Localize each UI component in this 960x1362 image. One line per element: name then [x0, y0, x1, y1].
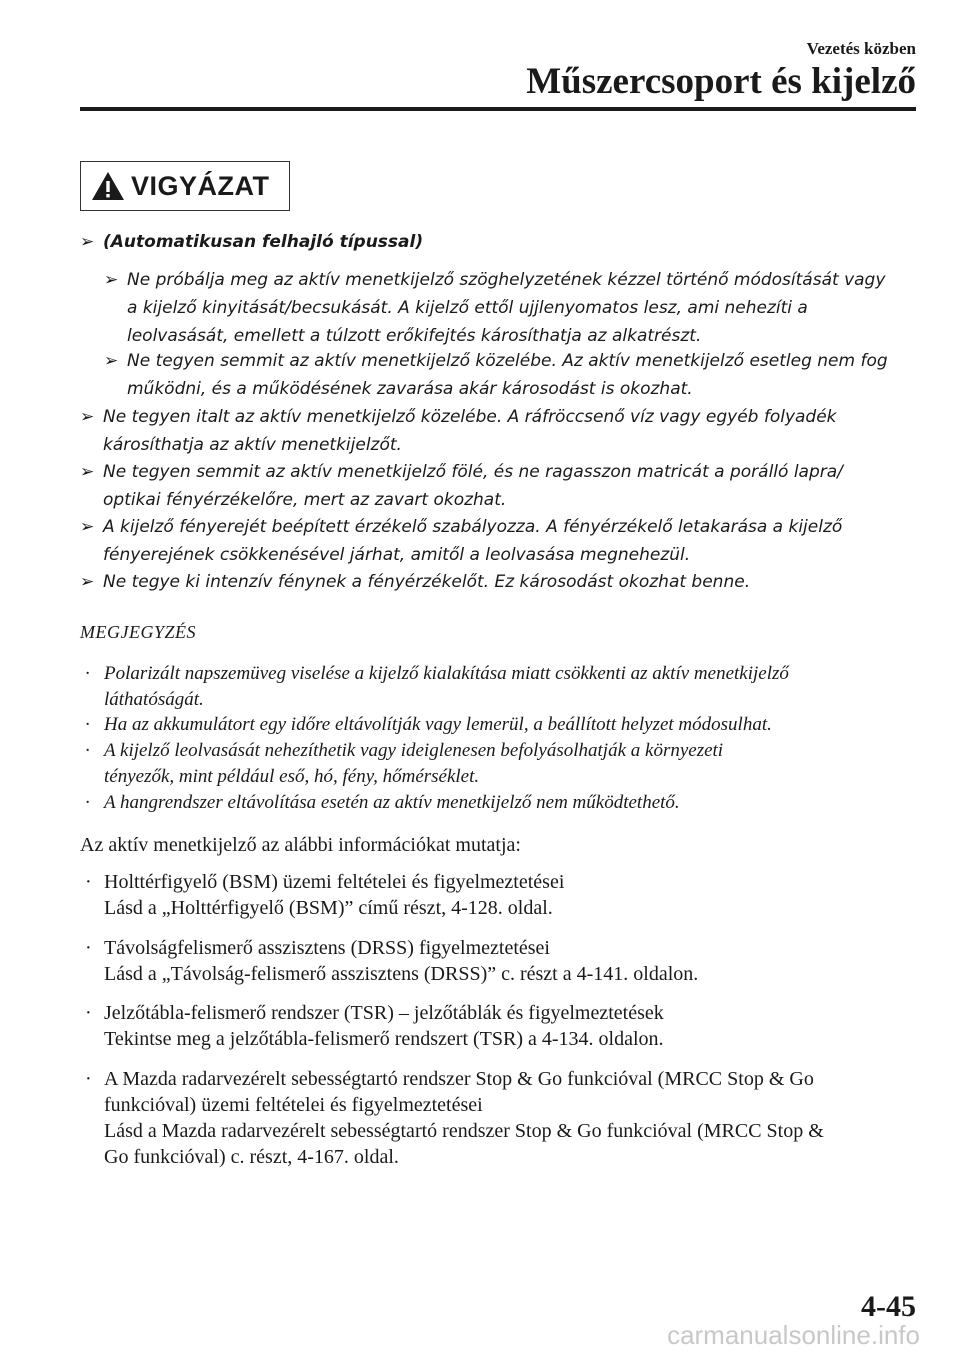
caution-sub-item: ➢ Ne próbálja meg az aktív menetkijelző szöghelyzetének kézzel történő módosítását vagy a kijelző kinyitását/becsukását. A kijelző ettől ujjlenyomatos lesz, ami nehezíti a leolvasását, emellett a túlzott erőkifejtés károsíthatja az alkatrészt.: [104, 266, 920, 350]
bullet-dot: ·: [85, 1002, 92, 1024]
note-item: · Ha az akkumulátort egy időre eltávolítják vagy lemerül, a beállított helyzet módosulhat.: [85, 712, 920, 738]
bullet-dot: ·: [85, 1068, 92, 1090]
page-title: Műszercsoport és kijelző: [526, 61, 916, 102]
note-item: · Polarizált napszemüveg viselése a kijelző kialakítása miatt csökkenti az aktív menetkijelző láthatóságát.: [85, 663, 789, 710]
info-item: · Távolságfelismerő asszisztens (DRSS) figyelmeztetései Lásd a „Távolság-felismerő asszisztens (DRSS)” c. részt a 4-141. oldalon.: [85, 937, 699, 985]
header-rule: [80, 107, 916, 111]
caution-item: ➢ A kijelző fényerejét beépített érzékelő szabályozza. A fényérzékelő letakarása a kijelző fényerejének csökkenésével járhat, amitől a leolvasása megnehezül.: [80, 513, 920, 569]
note-item: · A hangrendszer eltávolítása esetén az aktív menetkijelző nem működtethető.: [85, 790, 920, 816]
note-item: · A kijelző leolvasását nehezíthetik vagy ideiglenesen befolyásolhatják a környezeti tényezők, mint például eső, hó, fény, hőmérséklet.: [85, 740, 724, 787]
arrow-bullet: ➢: [80, 232, 95, 252]
bullet-dot: ·: [85, 740, 90, 761]
bullet-dot: ·: [85, 937, 92, 959]
caution-box: [80, 161, 290, 211]
caution-item: ➢ Ne tegyen italt az aktív menetkijelző közelébe. A ráfröccsenő víz vagy egyéb folyadék károsíthatja az aktív menetkijelzőt.: [80, 403, 920, 459]
arrow-bullet: ➢: [80, 462, 95, 482]
info-item: · A Mazda radarvezérelt sebességtartó rendszer Stop & Go funkcióval (MRCC Stop & Go funkcióval) üzemi feltételei és figyelmeztetései Lásd a Mazda radarvezérelt sebességtartó rendszer Stop & Go funkcióval (MRCC Stop & Go funkcióval) c. részt, 4-167. oldal.: [85, 1068, 824, 1168]
caution-item: ➢ Ne tegye ki intenzív fénynek a fényérzékelőt. Ez károsodást okozhat benne.: [80, 568, 920, 596]
info-item: · Jelzőtábla-felismerő rendszer (TSR) – jelzőtáblák és figyelmeztetések Tekintse meg a jelzőtábla-felismerő rendszert (TSR) a 4-134. oldalon.: [85, 1002, 664, 1050]
arrow-bullet: ➢: [80, 572, 95, 592]
info-item: · Holttérfigyelő (BSM) üzemi feltételei és figyelmeztetései Lásd a „Holttérfigyelő (BSM)” című részt, 4-128. oldal.: [85, 871, 565, 919]
warning-triangle-icon: [91, 171, 125, 201]
bullet-dot: ·: [85, 663, 90, 684]
arrow-bullet: ➢: [104, 270, 119, 290]
caution-item: ➢ Ne tegyen semmit az aktív menetkijelző fölé, és ne ragasszon matricát a porálló lapra/ optikai fényérzékelőre, mert az zavart okozhat.: [80, 458, 920, 514]
arrow-bullet: ➢: [104, 351, 119, 371]
bullet-dot: ·: [85, 871, 92, 893]
page-number: 4-45: [861, 1290, 916, 1323]
arrow-bullet: ➢: [80, 407, 95, 427]
intro-text: Az aktív menetkijelző az alábbi információkat mutatja:: [80, 834, 521, 856]
caution-sub-item: ➢ Ne tegyen semmit az aktív menetkijelző közelébe. Az aktív menetkijelző esetleg nem fog működni, és a működésének zavarása akár károsodást is okozhat.: [104, 347, 920, 403]
page-header: [526, 38, 916, 104]
section-name: Vezetés közben: [806, 39, 916, 58]
caution-group-title: ➢ (Automatikusan felhajló típussal): [80, 228, 920, 256]
note-title: MEGJEGYZÉS: [80, 622, 196, 642]
bullet-dot: ·: [85, 714, 90, 735]
watermark-text: carmanualsonline.info: [667, 1320, 920, 1350]
arrow-bullet: ➢: [80, 517, 95, 537]
caution-label: VIGYÁZAT: [131, 170, 270, 201]
bullet-dot: ·: [85, 792, 90, 813]
